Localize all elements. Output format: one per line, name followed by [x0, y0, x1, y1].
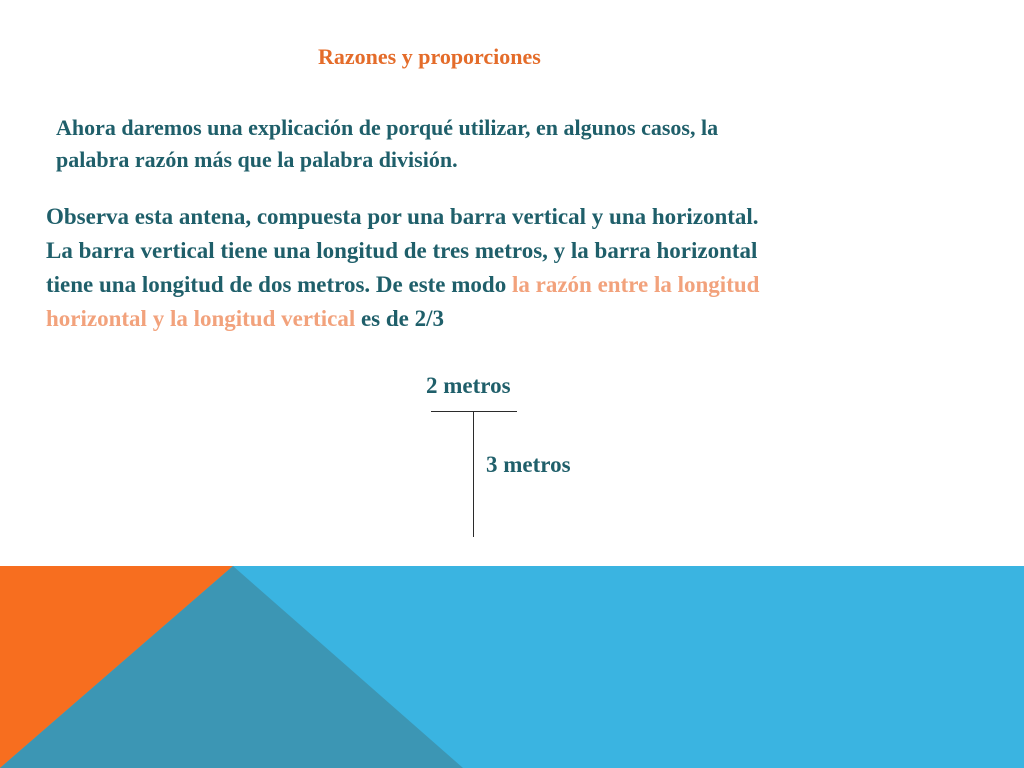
body-paragraph	[46, 200, 986, 336]
body-line-4-text: es de 2/3	[355, 306, 445, 331]
vertical-bar-label: 3 metros	[486, 452, 571, 477]
horizontal-bar-label: 2 metros	[426, 373, 511, 398]
footer-shapes	[0, 566, 1024, 768]
antenna-horizontal-bar	[431, 411, 517, 412]
body-line-1: Observa esta antena, compuesta por una barra vertical y una horizontal.	[46, 204, 759, 229]
ratio-highlight-part-2: horizontal y la longitud vertical	[46, 306, 356, 331]
body-line-4	[46, 302, 986, 336]
body-line-3-text: tiene una longitud de dos metros. De este modo	[46, 272, 512, 297]
intro-paragraph	[56, 112, 956, 176]
body-line-2: La barra vertical tiene una longitud de tres metros, y la barra horizontal	[46, 238, 758, 263]
body-line-3	[46, 268, 986, 302]
antenna-vertical-bar	[473, 411, 474, 537]
slide-title: Razones y proporciones	[318, 44, 541, 69]
footer-decoration	[0, 566, 1024, 768]
intro-line-1: Ahora daremos una explicación de porqué utilizar, en algunos casos, la	[56, 115, 719, 140]
intro-line-2: palabra razón más que la palabra división.	[56, 147, 458, 172]
ratio-highlight-part-1: la razón entre la longitud	[511, 272, 760, 297]
